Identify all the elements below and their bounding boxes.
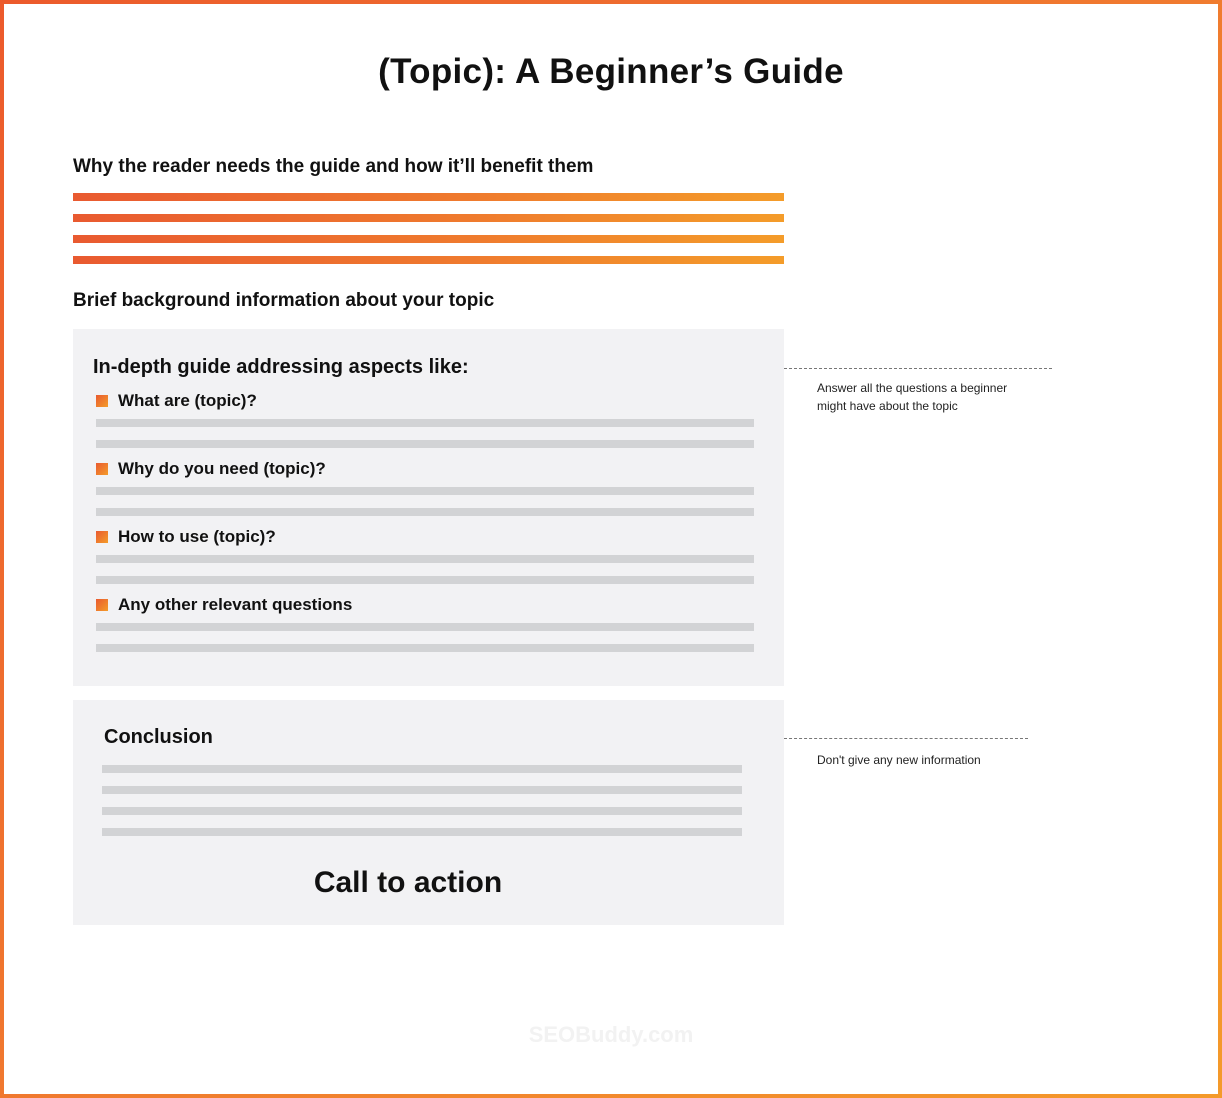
gray-placeholder-line [96, 576, 754, 584]
gray-placeholder-line [96, 508, 754, 516]
watermark: SEOBuddy.com [528, 1022, 694, 1047]
intro-placeholder-lines [73, 193, 784, 277]
orange-placeholder-line [73, 214, 784, 222]
square-bullet-icon [96, 599, 108, 611]
conclusion-panel [73, 700, 784, 925]
square-bullet-icon [96, 531, 108, 543]
page-title: (Topic): A Beginner’s Guide [378, 52, 844, 91]
call-to-action-label: Call to action [313, 866, 503, 899]
aspect-item [96, 527, 754, 584]
aspect-label: What are (topic)? [118, 391, 257, 410]
orange-placeholder-line [73, 256, 784, 264]
conclusion-annotation: Don't give any new information [817, 753, 981, 767]
gray-placeholder-line [96, 440, 754, 448]
gray-placeholder-line [102, 765, 742, 773]
square-bullet-icon [96, 395, 108, 407]
aspect-item [96, 595, 754, 652]
aspect-label: Any other relevant questions [118, 595, 353, 614]
gray-placeholder-line [102, 828, 742, 836]
orange-placeholder-line [73, 193, 784, 201]
conclusion-heading: Conclusion [104, 726, 213, 748]
gray-placeholder-line [96, 555, 754, 563]
gray-placeholder-line [102, 786, 742, 794]
background-heading: Brief background information about your topic [73, 290, 495, 311]
aspect-item [96, 459, 754, 516]
in-depth-annotation [817, 379, 1007, 415]
gray-placeholder-line [102, 807, 742, 815]
in-depth-panel [73, 329, 784, 686]
gray-placeholder-line [96, 644, 754, 652]
gray-placeholder-line [96, 623, 754, 631]
annotation-dashed-connector [784, 368, 1052, 369]
intro-heading: Why the reader needs the guide and how it’ll benefit them [73, 156, 594, 177]
aspect-label: How to use (topic)? [118, 527, 276, 546]
annotation-line: Answer all the questions a beginner [817, 381, 1008, 395]
aspect-item [96, 391, 754, 448]
aspect-label: Why do you need (topic)? [118, 459, 326, 478]
gray-placeholder-line [96, 487, 754, 495]
annotation-line: might have about the topic [817, 399, 958, 413]
annotation-dashed-connector [784, 738, 1028, 739]
gray-placeholder-line [96, 419, 754, 427]
orange-placeholder-line [73, 235, 784, 243]
conclusion-placeholder-lines [102, 765, 742, 849]
square-bullet-icon [96, 463, 108, 475]
in-depth-heading: In-depth guide addressing aspects like: [93, 356, 469, 378]
